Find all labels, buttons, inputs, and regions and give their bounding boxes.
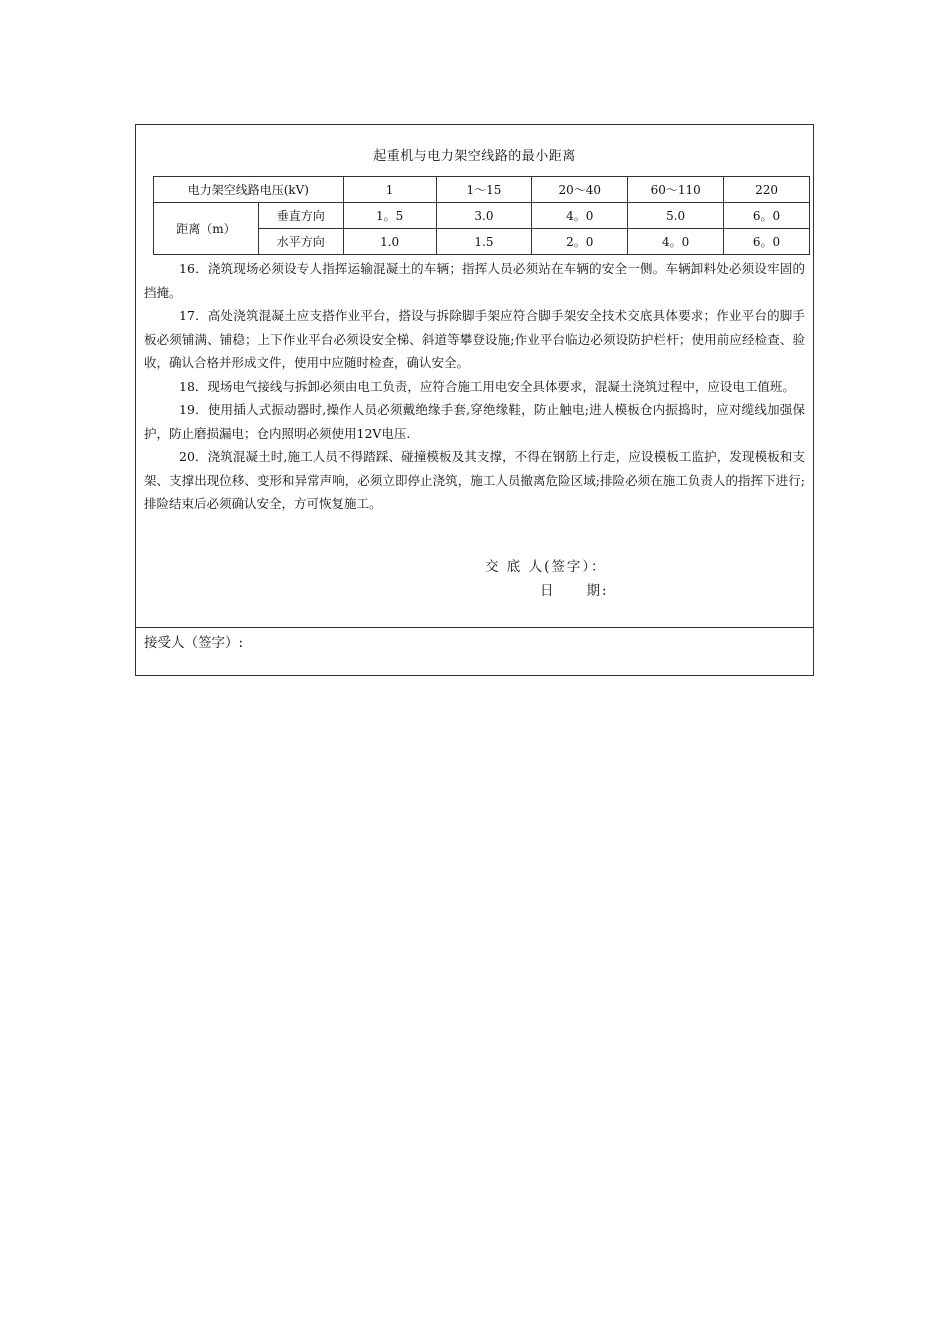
row-label: 垂直方向 (258, 203, 343, 229)
row-label: 水平方向 (258, 229, 343, 255)
value-cell: 6。0 (724, 203, 810, 229)
value-cell: 1.0 (343, 229, 436, 255)
value-cell: 5.0 (628, 203, 724, 229)
table-row (154, 177, 810, 203)
value-cell: 6。0 (724, 229, 810, 255)
value-cell: 4。0 (532, 203, 628, 229)
receiver-signature: 接受人（签字）: (144, 635, 244, 651)
value-cell: 1。5 (343, 203, 436, 229)
briefer-signature: 交 底 人(签字）： (485, 559, 607, 575)
table-row (154, 203, 810, 229)
item-paragraph: 18．现场电气接线与拆卸必须由电工负责，应符合施工用电安全具体要求，混凝土浇筑过程中，应设电工值班。 (179, 378, 795, 394)
value-cell: 3.0 (436, 203, 532, 229)
item-paragraph: 17．高处浇筑混凝土应支搭作业平台，搭设与拆除脚手架应符合脚手架安全技术交底具体要求；作业平台的脚手板必须铺满、铺稳；上下作业平台必须设安全梯、斜道等攀登设施;作业平台临边必须设防护栏杆；使用前应经检查、验收，确认合格并形成文件，使用中应随时检查，确认安全。 (144, 308, 805, 370)
item-paragraph: 19．使用插人式振动器时,操作人员必须戴绝缘手套,穿绝缘鞋，防止触电;进人模板仓内振捣时，应对缆线加强保护，防止磨损漏电；仓内照明必须使用12V电压. (144, 402, 805, 441)
item-paragraph: 20．浇筑混凝土时,施工人员不得踏踩、碰撞模板及其支撑，不得在钢筋上行走，应设模板工监护，发现模板和支架、支撑出现位移、变形和异常声响，必须立即停止浇筑，施工人员撤离危险区域;排险必须在施工负责人的指挥下进行;排险结束后必须确认安全，方可恢复施工。 (144, 449, 805, 511)
distance-label: 距离（m） (154, 203, 259, 255)
document-frame (135, 124, 814, 676)
divider (136, 627, 813, 628)
value-cell: 4。0 (628, 229, 724, 255)
item-paragraph: 16．浇筑现场必须设专人指挥运输混凝土的车辆；指挥人员必须站在车辆的安全一侧。车辆卸料处必须设牢固的挡掩。 (144, 261, 805, 300)
voltage-cell: 220 (724, 177, 810, 203)
safety-items (144, 257, 805, 516)
value-cell: 2。0 (532, 229, 628, 255)
voltage-cell: 1 (343, 177, 436, 203)
value-cell: 1.5 (436, 229, 532, 255)
voltage-cell: 20～40 (532, 177, 628, 203)
distance-table (153, 176, 810, 255)
sign-date: 日 期: (540, 583, 609, 599)
voltage-cell: 1～15 (436, 177, 532, 203)
table-title: 起重机与电力架空线路的最小距离 (373, 149, 576, 164)
voltage-cell: 60～110 (628, 177, 724, 203)
voltage-header: 电力架空线路电压(kV) (154, 177, 344, 203)
